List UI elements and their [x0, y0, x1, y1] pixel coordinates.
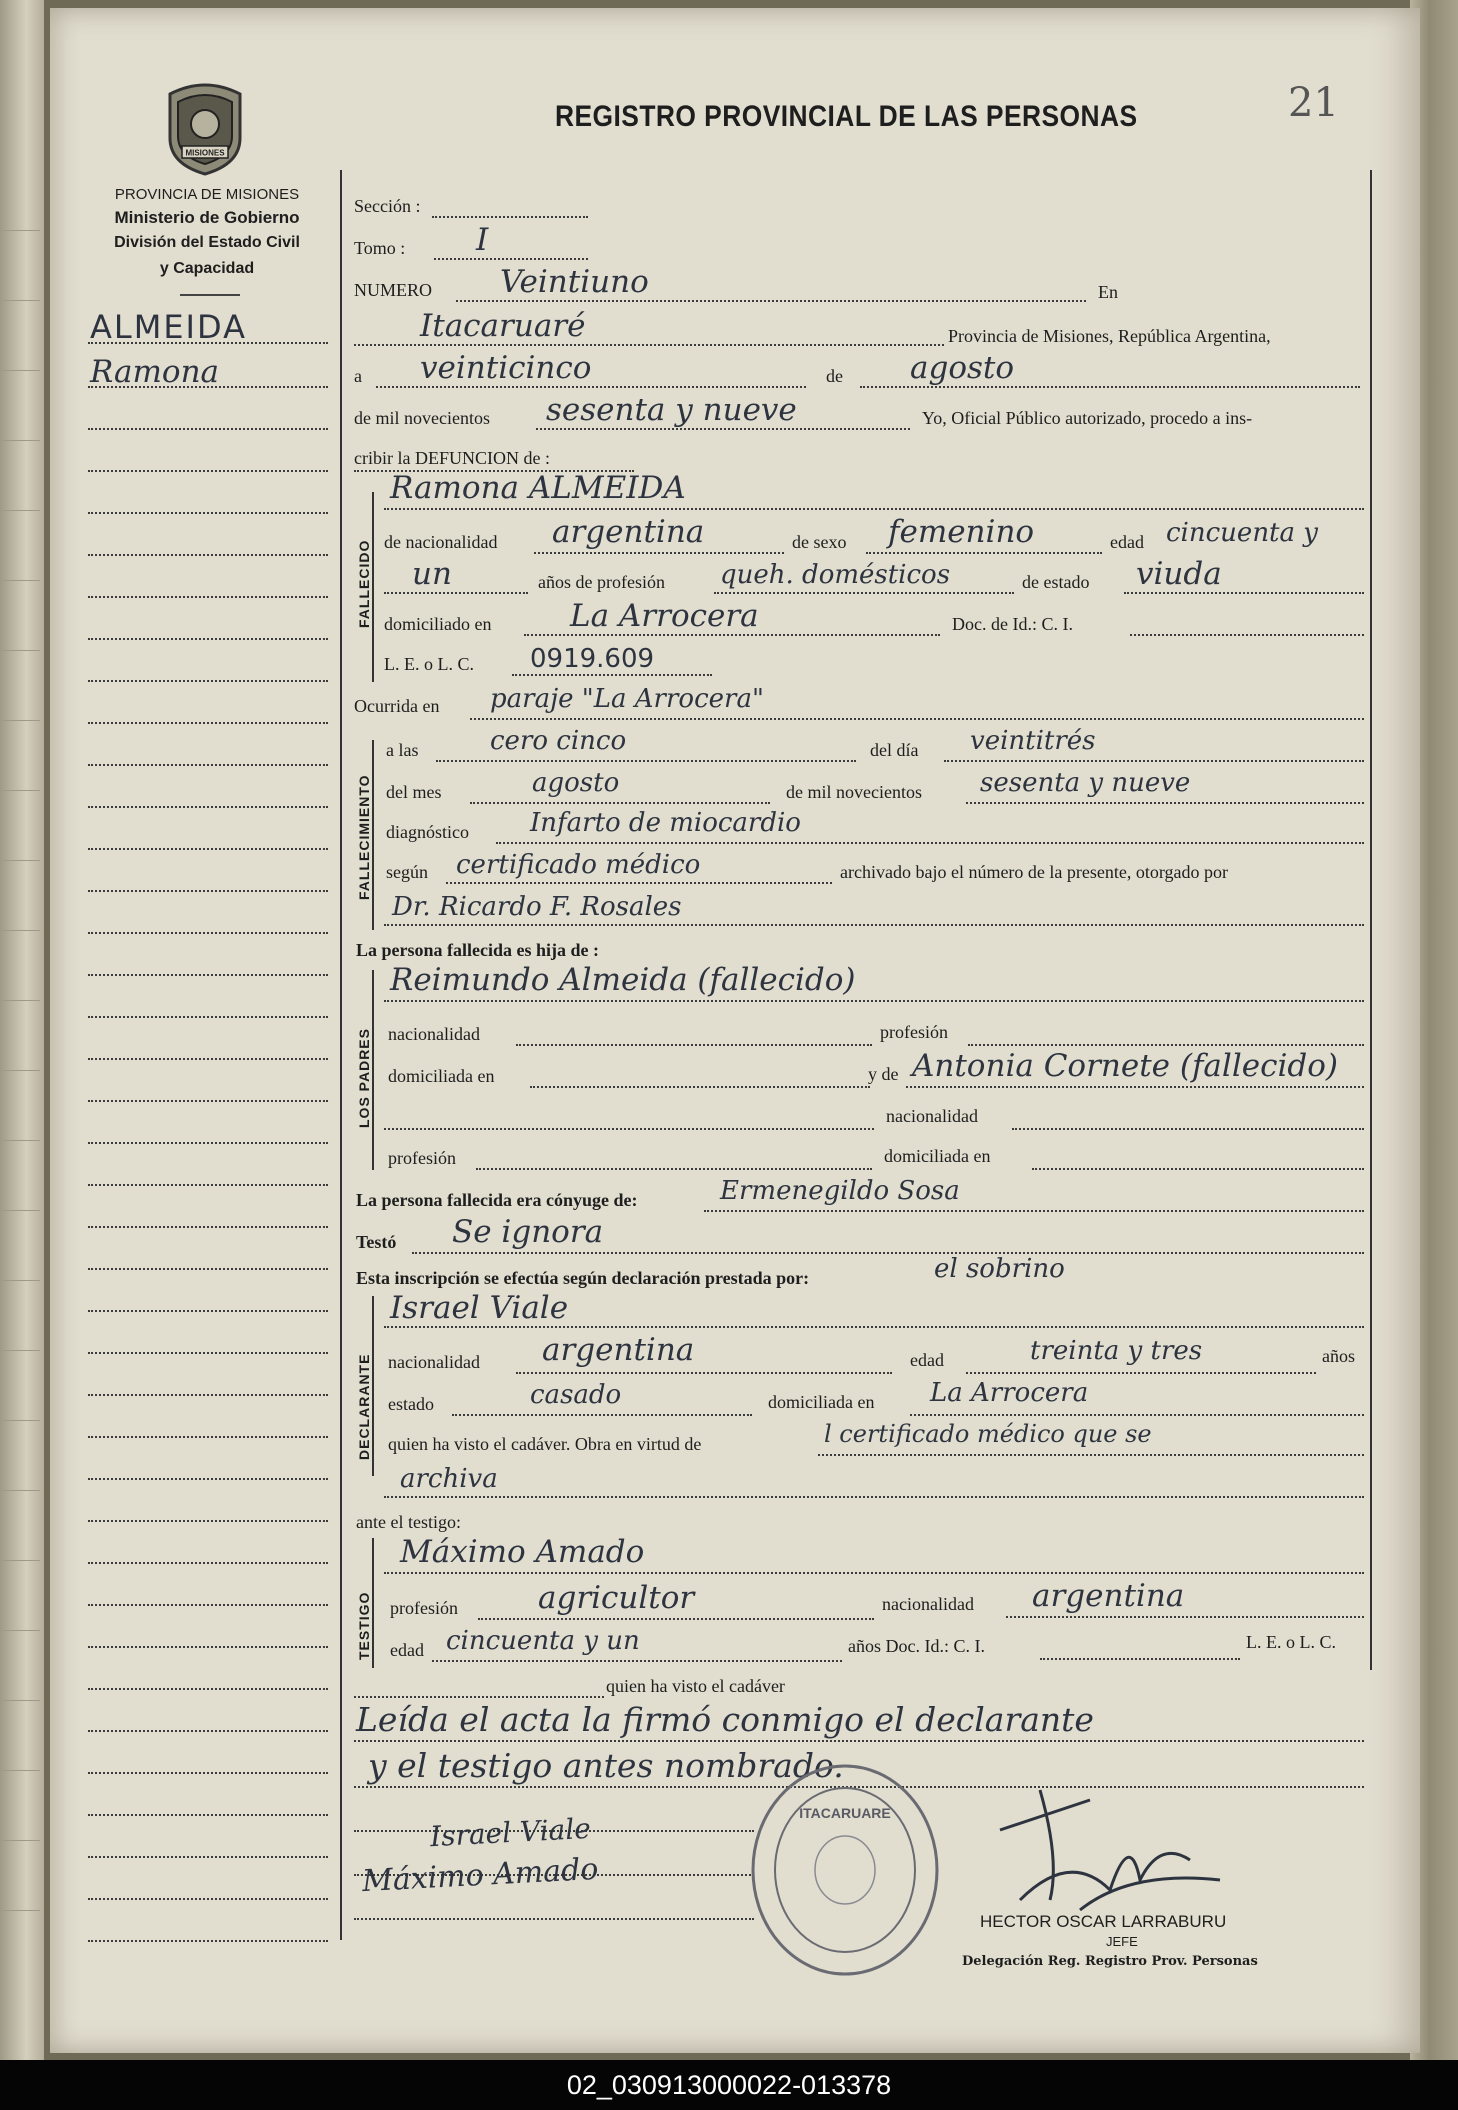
conyuge-value: Ermenegildo Sosa	[720, 1176, 960, 1206]
a-label: a	[354, 366, 362, 386]
mother-name: Antonia Cornete (fallecido)	[912, 1048, 1338, 1084]
estado-label: de estado	[1022, 572, 1090, 592]
conyuge-label: La persona fallecida era cónyuge de:	[356, 1190, 638, 1210]
sexo-label: de sexo	[792, 532, 847, 552]
declarant-virtud-value: l certificado médico que se	[824, 1420, 1152, 1448]
declarant-anos-label: años	[1322, 1346, 1355, 1366]
official-stamp-icon	[745, 1760, 945, 1980]
signature-declarant: Israel Viale	[429, 1811, 592, 1854]
witness-name: Máximo Amado	[400, 1534, 645, 1570]
doctor-value: Dr. Ricardo F. Rosales	[392, 892, 682, 922]
declarant-nacionalidad-value: argentina	[542, 1332, 695, 1368]
witness-le-label: L. E. o L. C.	[1246, 1632, 1336, 1652]
edad-value: cincuenta y	[1166, 518, 1318, 548]
declarant-domicilio-value: La Arrocera	[930, 1378, 1089, 1408]
father-name: Reimundo Almeida (fallecido)	[390, 962, 856, 998]
nacionalidad-value: argentina	[552, 514, 705, 550]
doc-label: Doc. de Id.: C. I.	[952, 614, 1073, 634]
mother-profesion-label: profesión	[388, 1148, 456, 1168]
mes-label: del mes	[386, 782, 442, 802]
domicilio-value: La Arrocera	[570, 598, 759, 634]
image-id-footer: 02_030913000022-013378	[0, 2060, 1458, 2110]
mes-value: agosto	[532, 768, 620, 798]
testo-value: Se ignora	[452, 1214, 604, 1250]
declarant-domiciliada-label: domiciliada en	[768, 1392, 875, 1412]
day-value: veinticinco	[420, 350, 592, 386]
declarante-section-label: DECLARANTE	[356, 1353, 372, 1460]
numero-label: NUMERO	[354, 280, 433, 300]
officer-label: Yo, Oficial Público autorizado, procedo a ins-	[922, 408, 1253, 428]
closing-line2: y el testigo antes nombrado.	[368, 1746, 844, 1785]
anio-label: de mil novecientos	[786, 782, 922, 802]
capacidad-name: y Capacidad	[159, 260, 255, 277]
yde-label: y de	[868, 1064, 899, 1084]
officer-title: JEFE	[1106, 1934, 1138, 1949]
fallecimiento-section-label: FALLECIMIENTO	[356, 774, 372, 900]
seccion-label: Sección :	[354, 196, 421, 216]
province-emblem-icon	[160, 80, 250, 176]
le-value: 0919.609	[530, 644, 655, 674]
de-label: de	[826, 366, 843, 386]
testigo-section-label: TESTIGO	[356, 1591, 372, 1660]
tomo-value: I	[476, 222, 489, 258]
declarant-virtud-cont: archiva	[400, 1464, 498, 1494]
page-number: 21	[1288, 80, 1339, 126]
edad-label: edad	[1110, 532, 1144, 552]
declarant-edad-label: edad	[910, 1350, 944, 1370]
ante-label: ante el testigo:	[356, 1512, 461, 1532]
declarant-relation: el sobrino	[934, 1254, 1065, 1284]
emblem-text: MISIONES	[185, 148, 225, 158]
archivado-label: archivado bajo el número de la presente, otorgado por	[840, 862, 1229, 882]
declarant-estado-value: casado	[530, 1380, 622, 1410]
testo-label: Testó	[356, 1232, 397, 1252]
declarant-name: Israel Viale	[390, 1290, 569, 1326]
en-label: En	[1098, 282, 1118, 302]
declarant-estado-label: estado	[388, 1394, 434, 1414]
diag-label: diagnóstico	[386, 822, 469, 842]
le-label: L. E. o L. C.	[384, 654, 474, 674]
domiciliado-label: domiciliado en	[384, 614, 492, 634]
mil-label: de mil novecientos	[354, 408, 490, 428]
witness-edad-label: edad	[390, 1640, 424, 1660]
deceased-name: Ramona ALMEIDA	[390, 470, 686, 506]
division-name: División del Estado Civil	[114, 234, 300, 251]
numero-value: Veintiuno	[500, 264, 649, 300]
segun-label: según	[386, 862, 428, 882]
anio-value: sesenta y nueve	[980, 768, 1191, 798]
tomo-label: Tomo :	[354, 238, 406, 258]
document-title: REGISTRO PROVINCIAL DE LAS PERSONAS	[555, 100, 1138, 133]
dia-label: del día	[870, 740, 919, 760]
hija-label: La persona fallecida es hija de :	[356, 940, 599, 960]
estado-value: viuda	[1136, 556, 1222, 592]
declarant-visto-label: quien ha visto el cadáver. Obra en virtud de	[388, 1434, 702, 1454]
closing-line1: Leída el acta la firmó conmigo el declarante	[356, 1700, 1094, 1739]
margin-given-name: Ramona	[90, 354, 220, 390]
province-name: PROVINCIA DE MISIONES	[114, 186, 300, 203]
segun-value: certificado médico	[456, 850, 701, 880]
witness-visto-label: quien ha visto el cadáver	[606, 1676, 785, 1696]
declarant-nacionalidad-label: nacionalidad	[388, 1352, 480, 1372]
father-domiciliada-label: domiciliada en	[388, 1066, 495, 1086]
mother-domiciliada-label: domiciliada en	[884, 1146, 991, 1166]
anos-label: años de profesión	[538, 572, 665, 592]
province-label: Provincia de Misiones, República Argentina,	[948, 326, 1271, 346]
witness-anos-label: años Doc. Id.: C. I.	[848, 1636, 985, 1656]
ministry-name: Ministerio de Gobierno	[114, 208, 300, 227]
ocurrida-value: paraje "La Arrocera"	[490, 684, 764, 714]
officer-signature-icon	[980, 1770, 1240, 1930]
hora-value: cero cinco	[490, 726, 627, 756]
inscripcion-label: Esta inscripción se efectúa según declaración prestada por:	[356, 1268, 810, 1288]
officer-name: HECTOR OSCAR LARRABURU	[980, 1912, 1227, 1931]
declarant-edad-value: treinta y tres	[1030, 1336, 1203, 1366]
witness-edad-value: cincuenta y un	[446, 1626, 640, 1656]
witness-profesion-value: agricultor	[538, 1580, 695, 1616]
witness-nacionalidad-value: argentina	[1032, 1578, 1185, 1614]
fallecido-section-label: FALLECIDO	[356, 539, 372, 628]
nacionalidad-label: de nacionalidad	[384, 532, 498, 552]
inscribir-label: cribir la DEFUNCION de :	[354, 448, 550, 468]
witness-nacionalidad-label: nacionalidad	[882, 1594, 974, 1614]
left-page-edge	[0, 0, 44, 2060]
alas-label: a las	[386, 740, 419, 760]
officer-office: Delegación Reg. Registro Prov. Personas	[962, 1954, 1258, 1969]
diag-value: Infarto de miocardio	[530, 808, 801, 838]
sexo-value: femenino	[888, 514, 1035, 550]
place-value: Itacaruaré	[420, 308, 586, 344]
signature-witness: Máximo Amado	[361, 1851, 600, 1900]
month-value: agosto	[910, 350, 1015, 386]
edad-value-cont: un	[412, 556, 452, 592]
witness-profesion-label: profesión	[390, 1598, 458, 1618]
margin-surname: ALMEIDA	[90, 308, 247, 346]
profesion-value: queh. domésticos	[720, 560, 951, 590]
stamp-text: ITACARUARE	[799, 1805, 891, 1821]
year-value: sesenta y nueve	[546, 392, 797, 428]
father-nacionalidad-label: nacionalidad	[388, 1024, 480, 1044]
padres-section-label: LOS PADRES	[356, 1028, 372, 1128]
mother-nacionalidad-label: nacionalidad	[886, 1106, 978, 1126]
dia-value: veintitrés	[970, 726, 1096, 756]
father-profesion-label: profesión	[880, 1022, 948, 1042]
ocurrida-label: Ocurrida en	[354, 696, 440, 716]
